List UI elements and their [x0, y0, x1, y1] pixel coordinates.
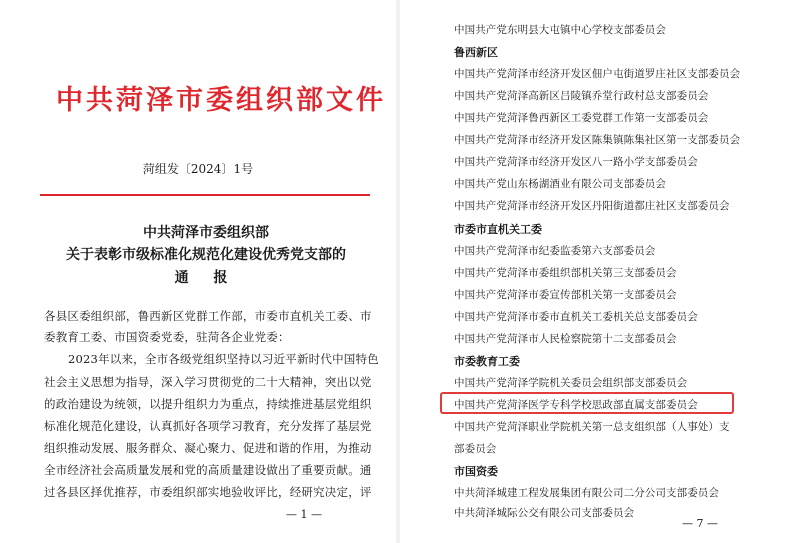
title-subject: 关于表彰市级标准化规范化建设优秀党支部的	[66, 247, 346, 263]
title-issuer: 中共菏泽市委组织部	[143, 225, 269, 241]
list-item: 中共菏泽城建工程发展集团有限公司二分公司支部委员会	[454, 487, 719, 499]
section-heading: 市国资委	[454, 465, 498, 478]
red-divider-line	[40, 194, 370, 196]
list-item: 中国共产党菏泽学院机关委员会组织部支部委员会	[454, 377, 688, 389]
list-item: 中国共产党菏泽高新区吕陵镇乔堂行政村总支部委员会	[454, 90, 709, 102]
list-item: 中国共产党菏泽鲁西新区工委党群工作第一支部委员会	[454, 112, 709, 124]
document-number: 菏组发〔2024〕1号	[142, 162, 254, 176]
title-notice: 通 报	[174, 270, 238, 286]
body-line: 全市经济社会高质量发展和党的高质量建设做出了重要贡献。通	[44, 463, 372, 477]
right-page	[400, 0, 801, 543]
body-line: 委教育工委、市国资委党委，驻菏各企业党委：	[44, 330, 290, 344]
list-item: 中国共产党菏泽市经济开发区八一路小学支部委员会	[454, 156, 698, 168]
left-page	[0, 0, 396, 543]
body-line: 组织推动发展、服务群众、凝心聚力、促进和谐的作用，为推动	[44, 441, 372, 455]
section-heading: 市委市直机关工委	[454, 223, 542, 236]
list-item-highlighted: 中国共产党菏泽医学专科学校思政部直属支部委员会	[454, 399, 698, 411]
list-item: 中共菏泽城际公交有限公司支部委员会	[454, 507, 635, 519]
body-line: 的政治建设为统领，以提升组织力为重点，持续推进基层党组织	[44, 397, 372, 411]
section-heading: 市委教育工委	[454, 355, 520, 368]
list-item: 中国共产党菏泽市委宣传部机关第一支部委员会	[454, 289, 677, 301]
body-line: 2023年以来，全市各级党组织坚持以习近平新时代中国特色	[68, 352, 379, 366]
list-item: 部委员会	[454, 443, 497, 455]
document-masthead: 中共菏泽市委组织部文件	[56, 85, 386, 116]
body-line: 社会主义思想为指导，深入学习贯彻党的二十大精神，突出以党	[44, 375, 372, 389]
body-line: 过各县区择优推荐，市委组织部实地验收评比，经研究决定，评	[44, 485, 372, 499]
list-item: 中国共产党菏泽职业学院机关第一总支组织部（人事处）支	[454, 421, 730, 433]
list-item: 中国共产党菏泽市人民检察院第十二支部委员会	[454, 333, 677, 345]
list-item: 中国共产党山东杨湖酒业有限公司支部委员会	[454, 178, 666, 190]
list-item: 中国共产党菏泽市经济开发区陈集镇陈集社区第一支部委员会	[454, 134, 741, 146]
section-heading: 鲁西新区	[454, 46, 498, 59]
page-number: — 1 —	[286, 508, 322, 521]
list-item: 中国共产党菏泽市委组织部机关第三支部委员会	[454, 267, 677, 279]
body-line: 标准化规范化建设，认真抓好各项学习教育，充分发挥了基层党	[44, 419, 372, 433]
list-item: 中国共产党东明县大屯镇中心学校支部委员会	[454, 24, 666, 36]
page-number: — 7 —	[682, 517, 718, 530]
list-item: 中国共产党菏泽市经济开发区丹阳街道都庄社区支部委员会	[454, 200, 730, 212]
list-item: 中国共产党菏泽市经济开发区佃户屯街道罗庄社区支部委员会	[454, 68, 741, 80]
highlight-box	[440, 392, 734, 414]
body-line: 各县区委组织部，鲁西新区党群工作部，市委市直机关工委、市	[44, 309, 372, 323]
list-item: 中国共产党菏泽市纪委监委第六支部委员会	[454, 245, 656, 257]
list-item: 中国共产党菏泽市委市直机关工委机关总支部委员会	[454, 311, 698, 323]
